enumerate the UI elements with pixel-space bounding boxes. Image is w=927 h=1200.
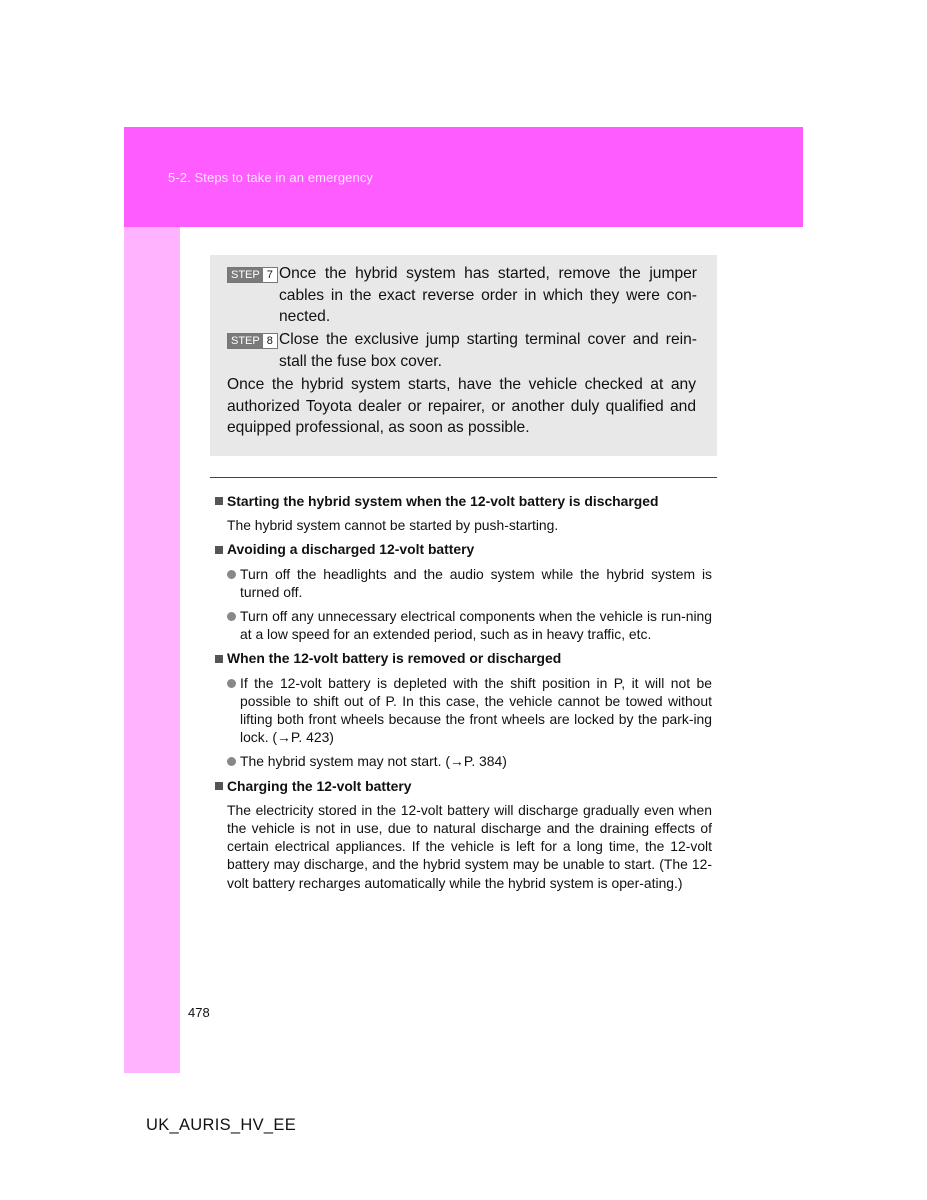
page-number: 478 [188, 1005, 210, 1020]
step-box [210, 255, 717, 456]
note-text: The hybrid system cannot be started by push-starting. [227, 517, 559, 534]
box-paragraph: Once the hybrid system starts, have the vehicle checked at any authorized Toyota dealer or repairer, or another duly qualified and equipped professional, as soon as possible. [227, 376, 696, 436]
round-bullet-icon [227, 757, 236, 766]
step-number: 7 [263, 268, 277, 282]
note-heading [215, 540, 712, 558]
step-badge [227, 333, 278, 349]
note-heading [215, 492, 712, 510]
step-badge [227, 267, 278, 283]
notes-section [215, 492, 712, 898]
square-bullet-icon [215, 497, 223, 505]
step-item [227, 263, 697, 328]
round-bullet-icon [227, 612, 236, 621]
document-code: UK_AURIS_HV_EE [146, 1116, 297, 1134]
breadcrumb: 5-2. Steps to take in an emergency [168, 170, 374, 185]
list-item-text: If the 12-volt battery is depleted with the shift position in P, it will not be possible to shift out of P. In this case, the vehicle cannot be towed without lifting both front wheels because the front wheels are locked by the park-ing lock. (→P. 423) [240, 674, 712, 746]
divider [210, 477, 717, 478]
note-title: Starting the hybrid system when the 12-volt battery is discharged [227, 493, 659, 509]
list-item [227, 565, 712, 601]
note-heading [215, 649, 712, 667]
list-item [227, 752, 712, 770]
step-label: STEP [228, 268, 263, 282]
note-title: Avoiding a discharged 12-volt battery [227, 541, 475, 558]
note-text: The electricity stored in the 12-volt battery will discharge gradually even when the vehicle is not in use, due to natural discharge and the draining effects of certain electrical appliances. If the vehicle is left for a long time, the 12-volt battery may discharge, and the hybrid system may be unable to start. (The 12-volt battery recharges automatically while the hybrid system is oper-ating.) [227, 801, 712, 891]
list-item-text: Turn off any unnecessary electrical components when the vehicle is run-ning at a low speed for an extended period, such as in heavy traffic, etc. [240, 608, 712, 643]
round-bullet-icon [227, 679, 236, 688]
step-label: STEP [228, 334, 263, 348]
step-text: Close the exclusive jump starting terminal cover and rein-stall the fuse box cover. [279, 331, 697, 370]
square-bullet-icon [215, 782, 223, 790]
square-bullet-icon [215, 655, 223, 663]
list-item [227, 674, 712, 747]
section-header-band [124, 127, 803, 227]
step-text: Once the hybrid system has started, remove the jumper cables in the exact reverse order in which they were con-nected. [279, 265, 697, 325]
square-bullet-icon [215, 546, 223, 554]
list-item [227, 607, 712, 643]
round-bullet-icon [227, 570, 236, 579]
note-title: When the 12-volt battery is removed or discharged [227, 650, 562, 667]
note-title: Charging the 12-volt battery [227, 777, 412, 794]
side-margin-band [124, 227, 180, 1073]
list-item-text: Turn off the headlights and the audio system while the hybrid system is turned off. [240, 565, 712, 600]
list-item-text: The hybrid system may not start. (→P. 384) [240, 753, 507, 770]
note-heading [215, 777, 712, 795]
step-item [227, 329, 697, 372]
step-number: 8 [263, 334, 277, 348]
